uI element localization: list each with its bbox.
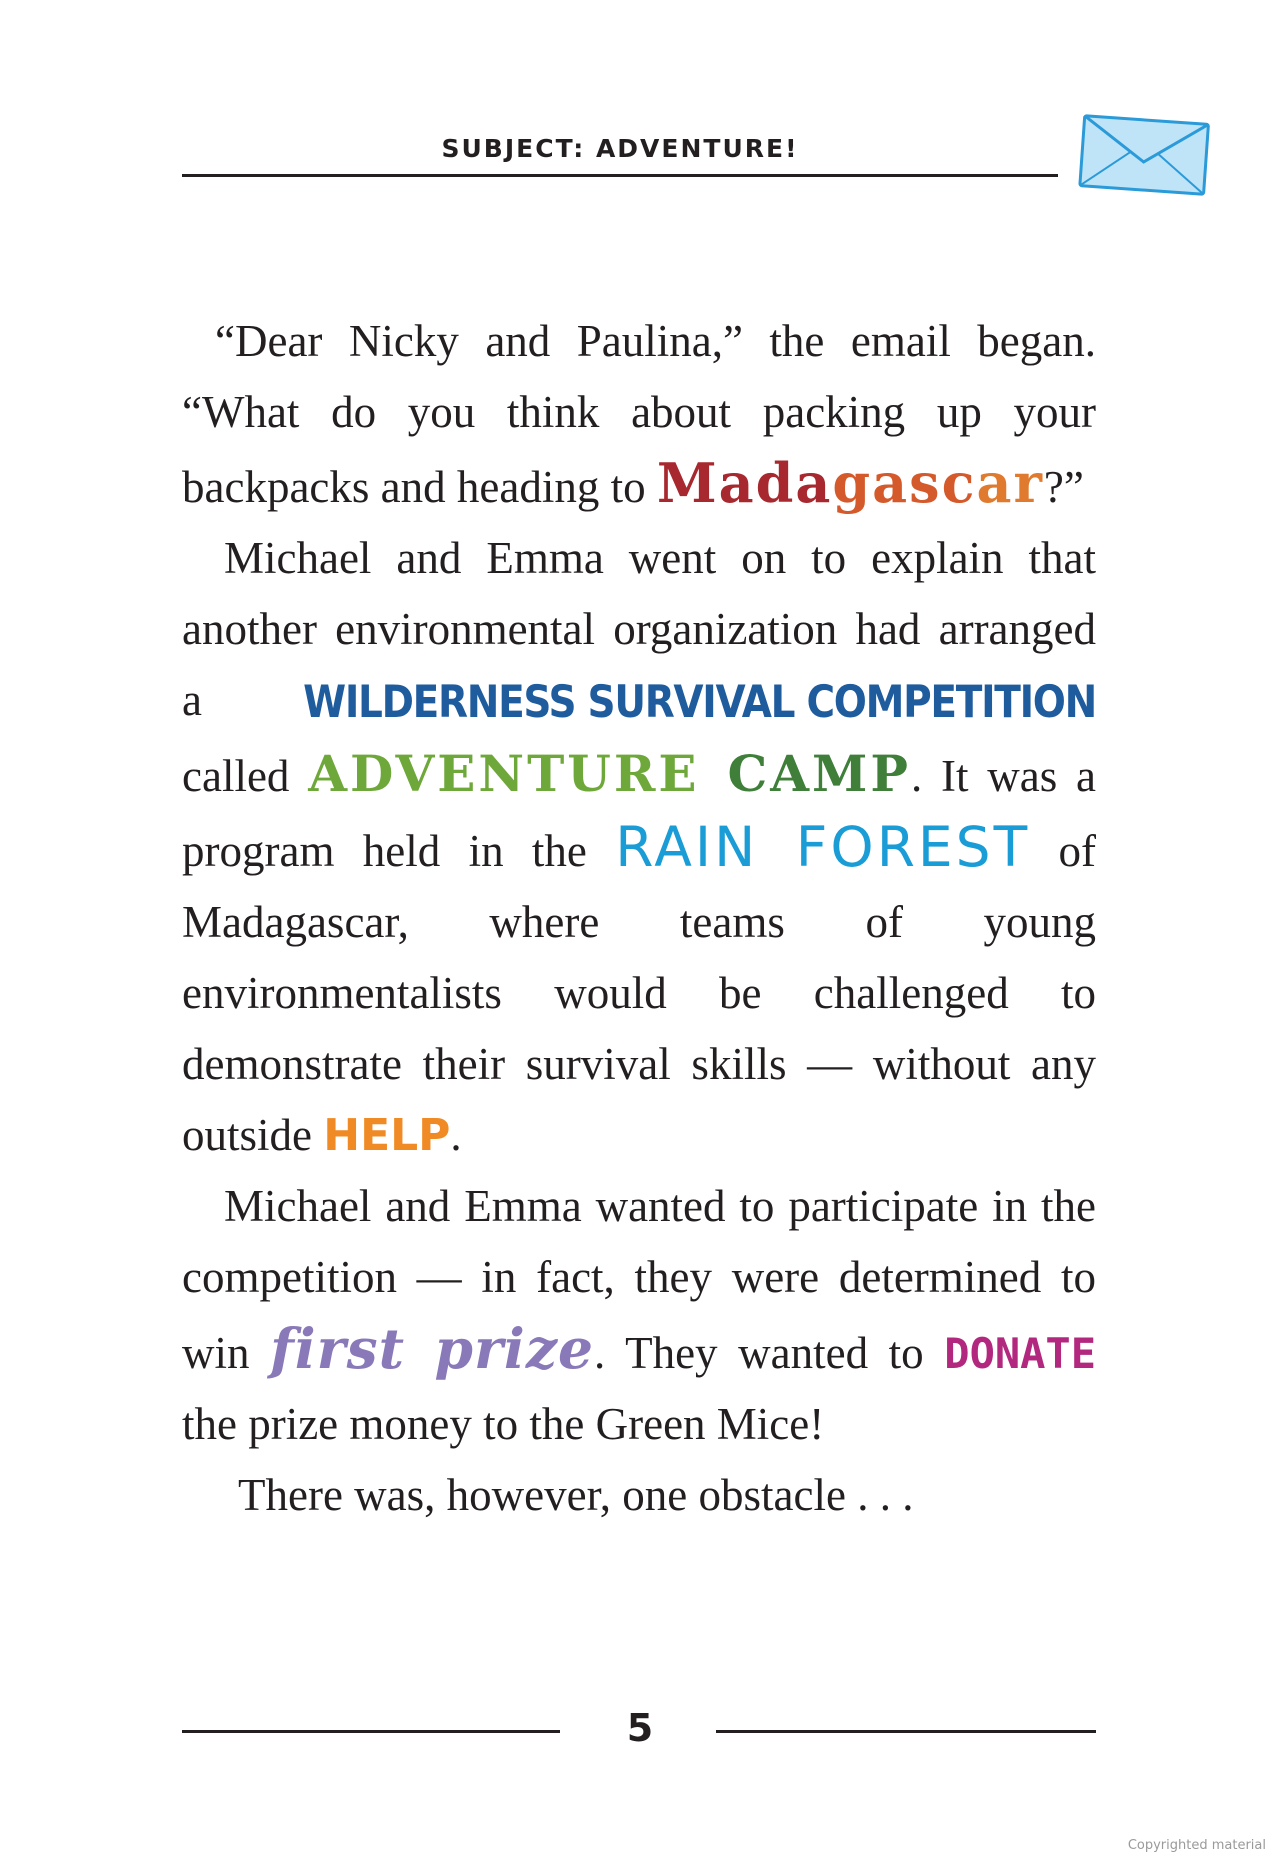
- rain-forest-phrase: RAIN FOREST: [615, 815, 1031, 879]
- madagascar-word: [657, 451, 1044, 515]
- madagascar-letter: a: [718, 451, 756, 515]
- madagascar-letter: g: [832, 451, 873, 515]
- page-number: 5: [626, 1706, 654, 1750]
- p1-text-b: ?”: [1043, 462, 1084, 512]
- paragraph-1: [182, 306, 1096, 523]
- footer-rule-right: [716, 1730, 1096, 1733]
- p2-text-d: of Madagascar, where teams of young environmentalists would be challenged to demonstrate their survival skills — without any outside: [182, 826, 1097, 1160]
- adventure-camp-phrase: [308, 744, 911, 803]
- paragraph-2: [182, 523, 1096, 1171]
- page-header: [182, 128, 1058, 177]
- p2-text-a: Michael and Emma went on to explain that another environmental organization had arranged a: [182, 533, 1096, 725]
- envelope-icon: [1074, 110, 1214, 204]
- p2-text-c: . It was a program held in the: [182, 751, 1096, 876]
- p3-text-c: the prize money to the Green Mice!: [182, 1399, 825, 1449]
- p4-text-a: There was, however, one obstacle . . .: [238, 1470, 914, 1520]
- paragraph-3: [182, 1171, 1096, 1460]
- first-prize-phrase: first prize: [270, 1316, 595, 1381]
- p2-text-b: called: [182, 751, 309, 801]
- madagascar-letter: s: [909, 451, 942, 515]
- header-title: SUBJECT: ADVENTURE!: [441, 134, 799, 163]
- madagascar-letter: a: [976, 451, 1014, 515]
- copyright-notice: Copyrighted material: [1127, 1838, 1266, 1853]
- footer-rule-left: [182, 1730, 560, 1733]
- body-text: [182, 306, 1096, 1531]
- paragraph-4: [182, 1460, 1096, 1531]
- madagascar-letter: a: [795, 451, 833, 515]
- p3-text-a: Michael and Emma wanted to participate in the competition — in fact, they were determined to win: [182, 1181, 1096, 1378]
- wilderness-competition-phrase: WILDERNESS SURVIVAL COMPETITION: [303, 676, 1096, 729]
- p2-text-e: .: [450, 1110, 462, 1160]
- p1-text-a: “Dear Nicky and Paulina,” the email began. “What do you think about packing up your backpacks and heading to: [182, 316, 1096, 512]
- help-word: HELP: [323, 1110, 451, 1161]
- donate-word: DONATE: [944, 1329, 1096, 1378]
- adventure-camp-first-word: ADVENTURE: [308, 744, 728, 803]
- madagascar-letter: d: [755, 451, 796, 515]
- madagascar-letter: M: [656, 451, 719, 515]
- p3-text-b: . They wanted to: [594, 1328, 945, 1378]
- madagascar-letter: a: [872, 451, 910, 515]
- madagascar-letter: r: [1013, 451, 1044, 515]
- madagascar-letter: c: [941, 451, 977, 515]
- adventure-camp-second-word: CAMP: [727, 744, 912, 803]
